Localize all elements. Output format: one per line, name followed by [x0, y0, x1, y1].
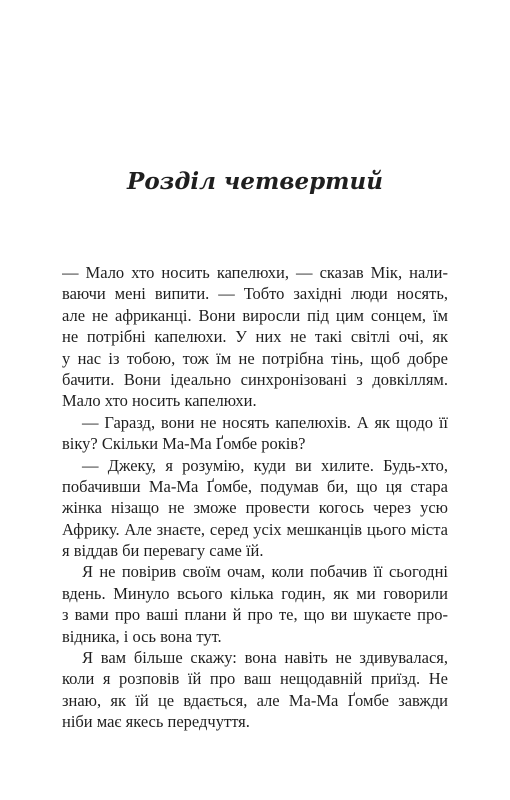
paragraph [62, 561, 448, 647]
text-line: — Джеку, я розумію, куди ви хилите. Будь-хто, [82, 455, 448, 475]
text-line: коли я розповів їй про ваш нещодавній приїзд. Не [62, 669, 448, 689]
text-line: віку? Скільки Ма-Ма Ґомбе років? [62, 434, 306, 454]
text-line: я віддав би перевагу саме їй. [62, 541, 264, 561]
text-line: Я не повірив своїм очам, коли побачив її сьогодні [82, 562, 448, 582]
paragraph [62, 262, 448, 412]
text-line: побачивши Ма-Ма Ґомбе, подумав би, що ця стара [62, 476, 448, 496]
chapter-title: Розділ четвертий [127, 168, 383, 195]
paragraph [62, 412, 448, 455]
text-line: але не африканці. Вони виросли під цим сонцем, їм [62, 305, 448, 325]
text-line: — Мало хто носить капелюхи, — сказав Мік, нали- [62, 263, 448, 282]
text-line: — Гаразд, вони не носять капелюхів. А як щодо її [82, 412, 448, 432]
text-line: знаю, як їй це вдається, але Ма-Ма Ґомбе завжди [62, 690, 448, 710]
text-line: ваючи мені випити. — Тобто західні люди носять, [62, 284, 448, 304]
text-line: ніби має якесь передчуття. [62, 712, 250, 732]
text-line: не потрібні капелюхи. У них не такі світлі очі, як [62, 327, 448, 347]
text-line: Я вам більше скажу: вона навіть не здивувалася, [82, 648, 448, 668]
text-line: з вами про ваші плани й про те, що ви шукаєте про- [62, 605, 448, 625]
text-line: відника, і ось вона тут. [62, 626, 222, 646]
text-line: вдень. Минуло всього кілька годин, як ми говорили [62, 583, 448, 603]
body-text [62, 262, 448, 733]
text-line: жінка нізащо не зможе провести когось через усю [62, 498, 448, 518]
text-line: Африку. Але знаєте, серед усіх мешканців цього міста [62, 519, 448, 539]
text-line: Мало хто носить капелюхи. [62, 391, 257, 411]
paragraph [62, 647, 448, 733]
paragraph [62, 455, 448, 562]
text-line: у нас із тобою, тож їм не потрібна тінь, щоб добре [62, 348, 448, 368]
text-line: бачити. Вони ідеально синхронізовані з довкіллям. [62, 369, 448, 389]
